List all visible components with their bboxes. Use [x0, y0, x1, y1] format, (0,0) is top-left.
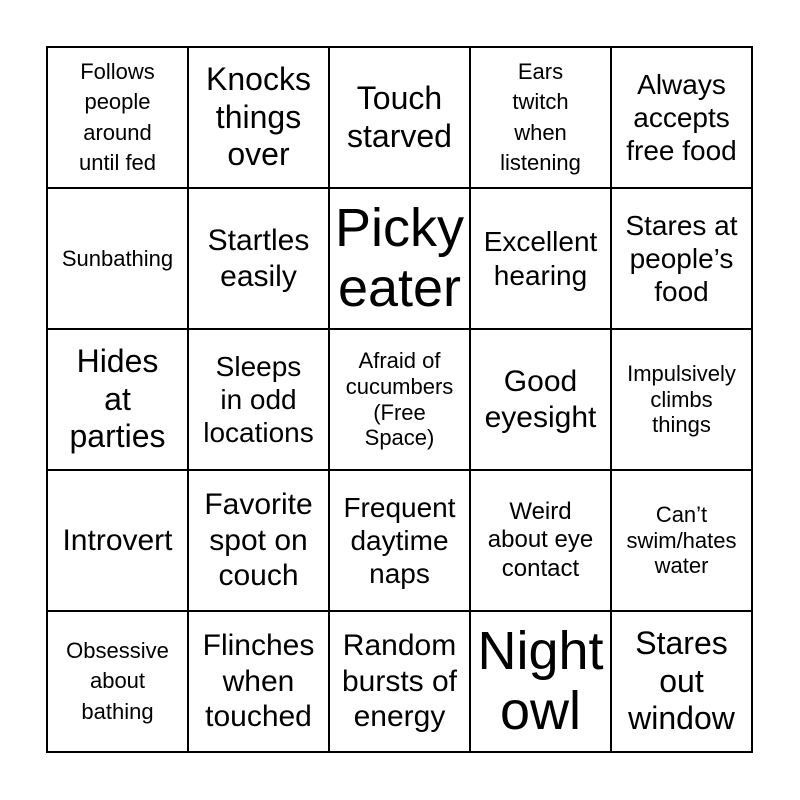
bingo-cell-r2c1[interactable]	[47, 188, 188, 329]
bingo-cell-r5c3[interactable]	[329, 611, 470, 752]
cell-label: Can’t swim/hates water	[626, 501, 737, 579]
cell-label: Frequent daytime naps	[343, 491, 456, 590]
cell-label: Favorite spot on couch	[204, 488, 313, 593]
cell-label: Picky eater	[334, 198, 464, 318]
bingo-cell-r3c1[interactable]	[47, 329, 188, 470]
bingo-cell-r2c4[interactable]	[470, 188, 611, 329]
bingo-cell-r1c4[interactable]	[470, 47, 611, 188]
cell-label: Ears twitch when listening	[500, 58, 581, 175]
bingo-cell-r5c2[interactable]	[188, 611, 329, 752]
cell-label: Good eyesight	[484, 365, 597, 434]
bingo-cell-r3c2[interactable]	[188, 329, 329, 470]
bingo-cell-r2c5[interactable]	[611, 188, 752, 329]
bingo-cell-r5c5[interactable]	[611, 611, 752, 752]
cell-label: Random bursts of energy	[341, 629, 458, 734]
cell-label: Follows people around until fed	[78, 58, 157, 175]
cell-label: Knocks things over	[206, 60, 311, 173]
bingo-cell-r3c5[interactable]	[611, 329, 752, 470]
cell-label: Weird about eye contact	[487, 498, 594, 582]
cell-label: Stares at people’s food	[625, 209, 738, 308]
bingo-cell-r5c4[interactable]	[470, 611, 611, 752]
bingo-cell-r1c2[interactable]	[188, 47, 329, 188]
bingo-cell-free-space[interactable]	[329, 329, 470, 470]
bingo-board	[46, 46, 753, 753]
bingo-cell-r2c3[interactable]	[329, 188, 470, 329]
cell-label: Obsessive about bathing	[66, 637, 169, 724]
bingo-cell-r1c3[interactable]	[329, 47, 470, 188]
cell-label: Introvert	[62, 523, 173, 557]
cell-label: Stares out window	[628, 624, 735, 737]
cell-label: Always accepts free food	[626, 68, 737, 167]
bingo-cell-r1c5[interactable]	[611, 47, 752, 188]
bingo-cell-r4c3[interactable]	[329, 470, 470, 611]
cell-label: Afraid of cucumbers (Free Space)	[345, 347, 454, 451]
cell-label: Excellent hearing	[483, 226, 598, 291]
bingo-cell-r5c1[interactable]	[47, 611, 188, 752]
cell-label: Flinches when touched	[202, 629, 315, 734]
bingo-cell-r4c2[interactable]	[188, 470, 329, 611]
bingo-cell-r4c4[interactable]	[470, 470, 611, 611]
cell-label: Touch starved	[347, 79, 452, 154]
cell-label: Startles easily	[207, 224, 310, 293]
cell-label: Hides at parties	[69, 342, 166, 455]
bingo-cell-r3c4[interactable]	[470, 329, 611, 470]
cell-label: Impulsively climbs things	[627, 360, 736, 438]
cell-label: Night owl	[477, 621, 604, 741]
cell-label: Sunbathing	[61, 245, 174, 271]
bingo-cell-r4c1[interactable]	[47, 470, 188, 611]
bingo-cell-r1c1[interactable]	[47, 47, 188, 188]
bingo-cell-r2c2[interactable]	[188, 188, 329, 329]
cell-label: Sleeps in odd locations	[203, 350, 314, 449]
bingo-cell-r4c5[interactable]	[611, 470, 752, 611]
